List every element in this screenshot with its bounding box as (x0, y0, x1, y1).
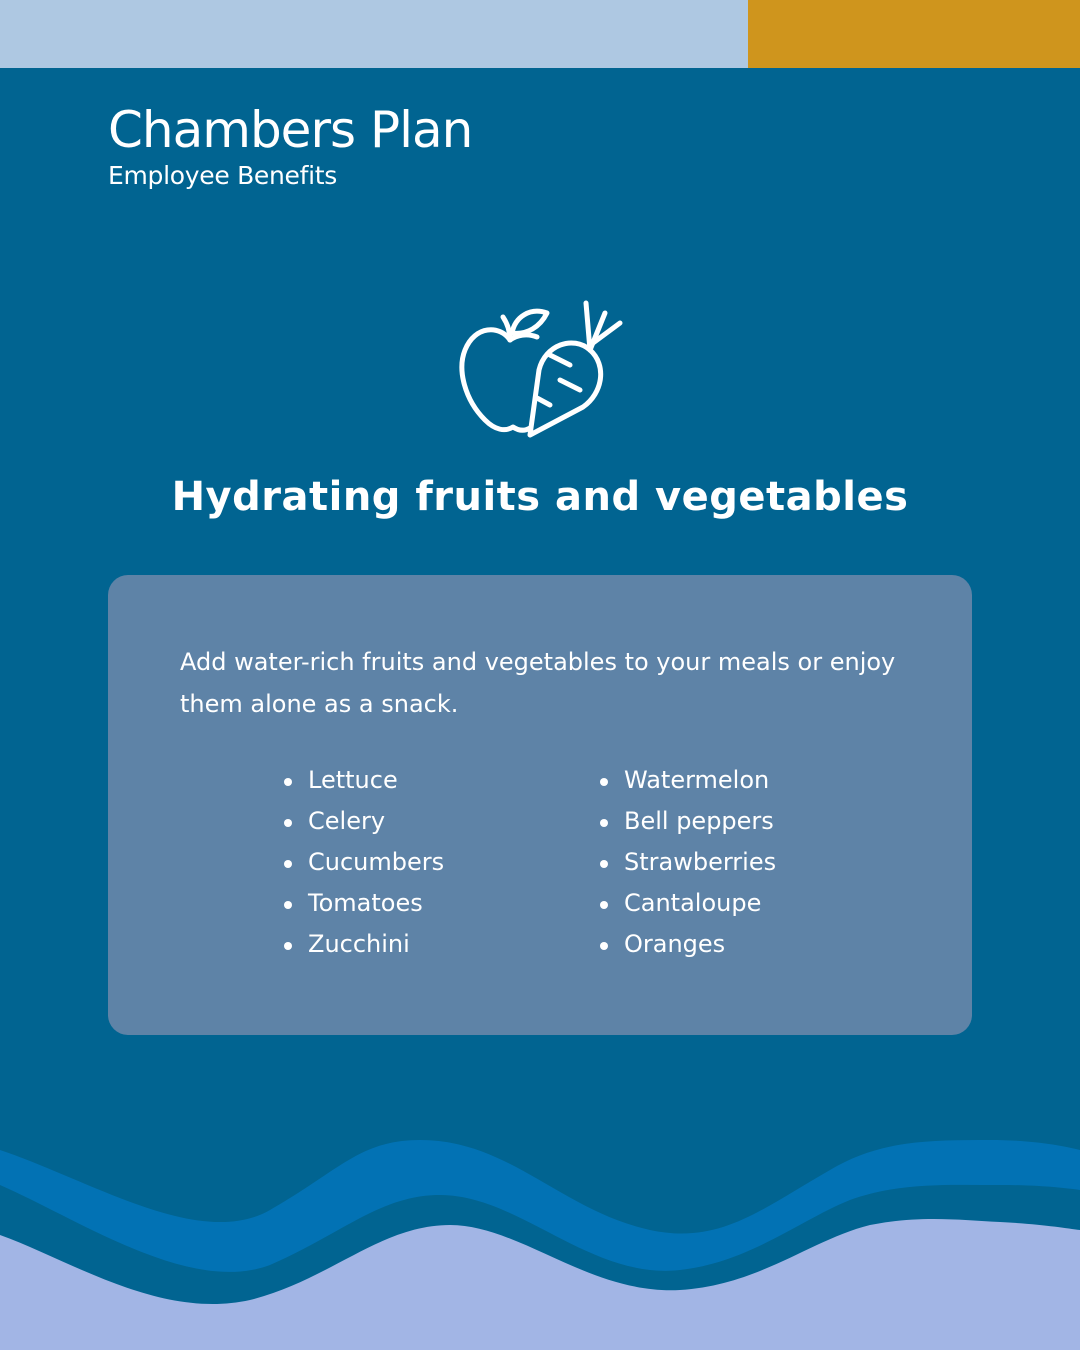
top-bar-light-segment (0, 0, 748, 68)
list-item (284, 883, 444, 924)
list-item-label: Celery (308, 807, 386, 835)
page-title: Hydrating fruits and vegetables (171, 474, 909, 520)
brand-logo (108, 100, 472, 192)
bullet-icon (600, 778, 608, 786)
bullet-icon (600, 901, 608, 909)
brand-name: Chambers Plan (108, 101, 473, 159)
top-color-bar (0, 0, 1080, 68)
bullet-icon (284, 819, 292, 827)
list-item (600, 924, 776, 965)
list-item (600, 760, 776, 801)
list-item (284, 760, 444, 801)
list-item-label: Cucumbers (308, 848, 445, 876)
brand-subtitle: Employee Benefits (108, 161, 337, 190)
bullet-icon (284, 942, 292, 950)
bullet-icon (600, 860, 608, 868)
decorative-waves (0, 1120, 1080, 1350)
apple-carrot-icon (455, 295, 625, 445)
list-item-label: Cantaloupe (624, 889, 762, 917)
bullet-icon (600, 942, 608, 950)
list-item-label: Tomatoes (308, 889, 423, 917)
top-bar-accent-segment (748, 0, 1080, 68)
bullet-icon (600, 819, 608, 827)
list-item (284, 801, 444, 842)
list-item (284, 842, 444, 883)
list-item (600, 883, 776, 924)
list-item (600, 842, 776, 883)
card-intro-text: Add water-rich fruits and vegetables to your meals or enjoy them alone as a snack. (180, 648, 896, 718)
bullet-icon (284, 860, 292, 868)
list-item (284, 924, 444, 965)
list-item-label: Watermelon (624, 766, 770, 794)
list-item-label: Zucchini (308, 930, 410, 958)
produce-list-left (284, 760, 444, 965)
list-item-label: Oranges (624, 930, 726, 958)
list-item-label: Strawberries (624, 848, 777, 876)
info-card (108, 575, 972, 1035)
list-item-label: Bell peppers (624, 807, 774, 835)
bullet-icon (284, 778, 292, 786)
list-item (600, 801, 776, 842)
bullet-icon (284, 901, 292, 909)
produce-list-right (600, 760, 776, 965)
list-item-label: Lettuce (308, 766, 398, 794)
